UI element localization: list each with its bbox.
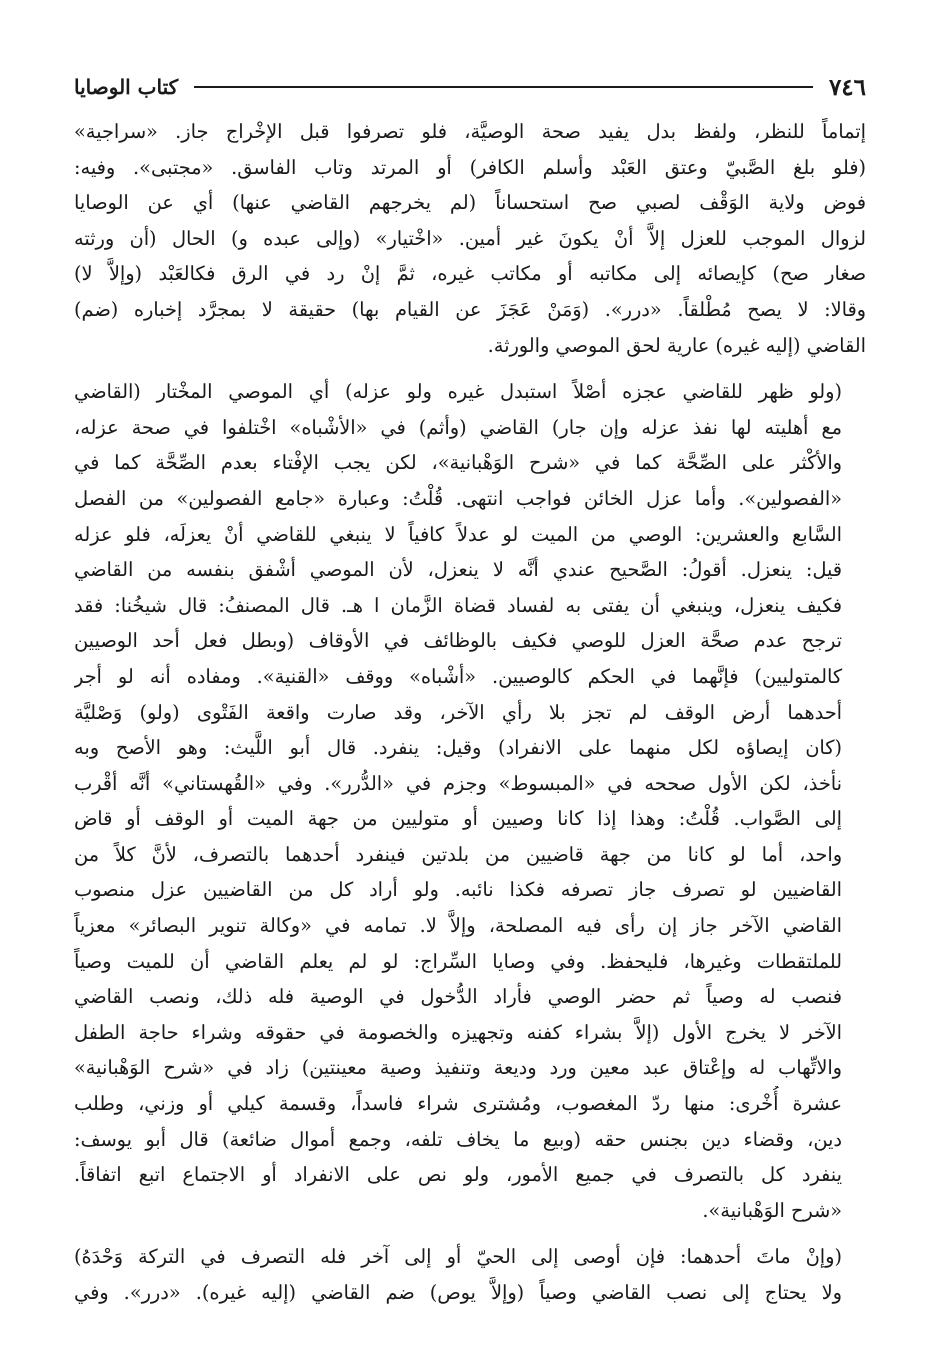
- text-line: صغار صح) كإيصائه إلى مكاتبه أو مكاتب غيره، ثمَّ إنْ رد في الرق فكالعَبْد (وإلاَّ لا): [74, 262, 866, 286]
- text-line: والأكْثر على الصِّحَّة كما في «شرح الوَهْبانية»، لكن يجب الإفْتاء بعدم الصِّحَّة كما في: [74, 451, 842, 475]
- text-line: نأخذ، لكن الأول صححه في «المبسوط» وجزم في «الدُّرر». وفي «القُهستاني» أنَّه أقْرب: [74, 771, 842, 795]
- text-line: القاضي الآخر جاز إن رأى فيه المصلحة، وإلاَّ لا. تمامه في «وكالة تنوير البصائر» معزياً: [74, 914, 842, 938]
- text-line: (كان إيصاؤه لكل منهما على الانفراد) وقيل: ينفرد. قال أبو اللَّيث: وهو الأصح وبه: [74, 736, 842, 760]
- paragraph-3: [74, 1239, 866, 1310]
- text-line: قيل: ينعزل. أقولُ: الصَّحيح عندي أنَّه لا ينعزل، لأن الموصي أشْفق بنفسه من القاضي: [74, 558, 842, 582]
- text-line: فوض ولاية الوَقْف لصبي صح استحساناً (لم يخرجهم القاضي عنها) أي عن الوصايا: [74, 191, 866, 215]
- body-text: [74, 114, 866, 1311]
- text-line: ولا يحتاج إلى نصب القاضي وصياً (وإلاَّ يوص) ضم القاضي (إليه غيره). «درر». وفي: [74, 1281, 842, 1304]
- text-line: (فلو بلغ الصَّبيّ وعتق العَبْد وأسلم الكافر) أو المرتد وتاب الفاسق. «مجتبى». وفيه:: [74, 155, 866, 179]
- text-line: فكيف ينعزل، وينبغي أن يفتى به لفساد قضاة الزَّمان ا هـ. قال المصنفُ: قال شيخُنا: فقد: [74, 593, 842, 617]
- text-line: القاضي (إليه غيره) عارية لحق الموصي والورثة.: [487, 333, 866, 357]
- text-line: مع أهليته لها نفذ عزله وإن جار) القاضي (وأثم) في «الأشْباه» اخْتلفوا في صحة عزله،: [74, 415, 842, 439]
- text-line: إتماماً للنظر، ولفظ بدل يفيد صحة الوصيَّة، فلو تصرفوا قبل الإخْراج جاز. «سراجية»: [74, 120, 866, 143]
- running-header: [74, 70, 866, 104]
- text-line: «شرح الوَهْبانية».: [702, 1198, 842, 1222]
- text-line: دين، وقضاء دين بجنس حقه (وبيع ما يخاف تلفه، وجمع أموال ضائعة) قال أبو يوسف:: [74, 1127, 842, 1151]
- text-line: (وإنْ ماتَ أحدهما: فإن أوصى إلى الحيّ أو إلى آخر فله التصرف في التركة وَحْدَهُ): [74, 1245, 842, 1269]
- text-line: الآخر لا يخرج الأول (إلاَّ بشراء كفنه وتجهيزه والخصومة في حقوقه وشراء حاجة الطفل: [74, 1020, 842, 1044]
- text-line: لزوال الموجب للعزل إلاَّ أنْ يكونَ غير أمين. «اخْتيار» (وإلى عبده و) الحال (أن ورثته: [74, 226, 866, 250]
- text-line: السَّابع والعشرين: الوصي من الميت لو عدلاً كافياً لا ينبغي للقاضي أنْ يعزلَه، فلو عزله: [74, 522, 842, 546]
- header-rule: [194, 86, 813, 88]
- text-line: ينفرد كل بالتصرف في جميع الأمور، ولو نص على الانفراد أو الاجتماع اتبع اتفاقاً.: [74, 1163, 842, 1187]
- text-line: للملتقطات وغيرها، فليحفظ. وفي وصايا السِّراج: لو لم يعلم القاضي أن للميت وصياً: [74, 949, 842, 973]
- text-line: والاتِّهاب له وإعْتاق عبد معين ورد وديعة وتنفيذ وصية معينتين) زاد في «شرح الوَهْبانية»: [74, 1056, 842, 1080]
- text-line: (ولو ظهر للقاضي عجزه أصْلاً استبدل غيره ولو عزله) أي الموصي المخْتار (القاضي: [74, 380, 842, 404]
- page-number: ٧٤٦: [828, 73, 866, 101]
- text-line: وقالا: لا يصح مُطْلقاً. «درر». (وَمَنْ عَجَزَ عن القيام بها) حقيقة لا بمجرَّد إخباره (ضم): [74, 297, 866, 321]
- paragraph-2: [74, 374, 866, 1228]
- text-line: القاضيين لو تصرف جاز تصرفه فكذا نائبه. ولو أراد كل من القاضيين عزل منصوب: [74, 878, 842, 902]
- text-line: إلى الصَّواب. قُلْتُ: وهذا إذا كانا وصيين أو متوليين من جهة الميت أو الوقف أو قاض: [74, 807, 842, 831]
- paragraph-1: [74, 114, 866, 363]
- book-page: [74, 70, 866, 1360]
- text-line: «الفصولين». وأما عزل الخائن فواجب انتهى. قُلْتُ: وعبارة «جامع الفصولين» من الفصل: [74, 486, 842, 510]
- book-title: كتاب الوصايا: [74, 75, 179, 99]
- text-line: كالمتوليين) فإنَّهما في الحكم كالوصيين. «أشْباه» ووقف «القنية». ومفاده أنه لو أجر: [74, 664, 842, 688]
- text-line: ترجح عدم صحَّة العزل للوصي فكيف بالوظائف في الأوقاف (وبطل فعل أحد الوصيين: [74, 629, 842, 653]
- text-line: عشرة أُخْرى: منها ردّ المغصوب، ومُشترى شراء فاسداً، وقسمة كيلي أو وزني، وطلب: [74, 1092, 842, 1116]
- text-line: أحدهما أرض الوقف لم تجز بلا رأي الآخر، وقد صارت واقعة الفَتْوى (ولو) وَصْليَّة: [74, 700, 842, 724]
- text-line: فنصب له وصياً ثم حضر الوصي فأراد الدُّخول في الوصية فله ذلك، ونصب القاضي: [74, 985, 842, 1009]
- text-line: واحد، أما لو كانا من جهة قاضيين من بلدتين فينفرد أحدهما بالتصرف، لأنَّ كلاً من: [74, 842, 842, 866]
